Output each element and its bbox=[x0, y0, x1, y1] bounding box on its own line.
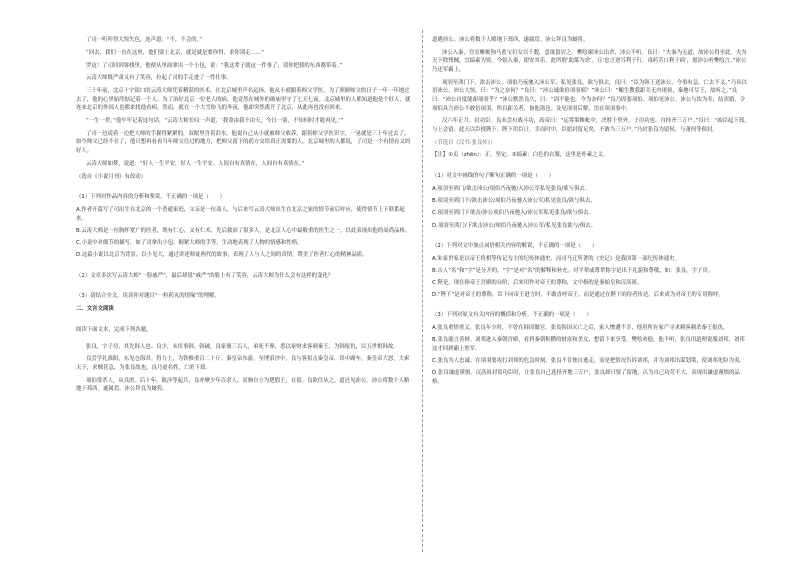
question-2-option-b: B.古人“名”和“字”是分开的，“字”是对“名”的解释和补充。对平辈或尊辈称字是出于礼貌和尊敬，如：张良，字子房。 bbox=[432, 267, 714, 274]
section-heading: 二、文言文阅读 bbox=[76, 306, 114, 313]
classical-text-paragraph: 沛公入秦，宫室帷帐狗马重宝妇女以千数，意欲留居之。樊哙谏沛公出舍，沛公不听。良曰：“夫秦为无道，故沛公得至此。夫为天下除残贼，宜缟素为资。今始入秦，即安其乐，此所谓‘助桀为虐’。且‘忠言逆耳利于行，毒药苦口利于病’，愿沛公听樊哙言。”沛公乃还军霸上。 bbox=[432, 49, 747, 73]
left-column bbox=[76, 36, 414, 552]
story-paragraph: “一生一世。”他牢牢记着这句话，“云涛大师长叹一声道，‘我命由我不由天，今日一别，不知何时才能再见。’” bbox=[86, 118, 344, 125]
question-3-option-b: B.张良能言善辩。刘邦进入秦朝宫殿，看到秦朝积攒的财富和美女，想留下来享受，樊哙劝他，他不听，张良用道理说服刘邦，刘邦这才回到霸上驻军。 bbox=[432, 337, 745, 352]
question-1: （1）对文中画线的句子断句正确的一项是（ ） bbox=[432, 173, 555, 180]
story-paragraph: 云涛大师既严肃又有了笑容，拉起了司的手走进了一件往事。 bbox=[86, 75, 232, 82]
annotation-note: 【注】①贞（zhēn）：正，坚定。②缟素：白色的衣服，这里是朴素之义。 bbox=[432, 152, 609, 159]
question-3-option-d: D.张良谦虚谨慎。汉高祖封赏功臣时，让张良自己选择齐地三万户，张良却只要了留地，认为自己功劳不大，表现出谦虚谨慎的品格。 bbox=[432, 370, 740, 385]
story-paragraph: 了司一听吓得大惊失色，连声道：“不，不会的。” bbox=[86, 37, 203, 43]
story-source: （选自《小说月刊》有改动） bbox=[76, 173, 147, 180]
section-intro: 阅读下面文本，完成下列各题。 bbox=[76, 326, 152, 333]
question-3-option-a: A.张良重情重义。张良年少时，不曾在韩国做官，张良韩国灭亡之后，家人惨遭不幸，他用所有家产寻求刺客刺杀秦王报仇。 bbox=[432, 325, 729, 332]
question-2: （2）下列对文中加点词语相关内容的解说，不正确的一项是（ ） bbox=[432, 242, 598, 249]
classical-text-paragraph: 良尝学礼淮阳，东见仓海君。得力士，为铁椎重百二十斤。秦皇帝东游，至博浪沙中，良与客狙击秦皇帝，误中副车。秦皇帝大怒，大索天下，求贼甚急，为张良故也。良乃更名姓，亡匿下邳。 bbox=[76, 356, 410, 372]
classical-text-paragraph: 张良，字子房，其先韩人也。良少，未宦事韩。韩破，良家僮三百人，弟死不葬，悉以家财求客刺秦王，为韩报仇，以五世相韩故。 bbox=[86, 343, 399, 350]
text-source: （节选自《汉书·张良传》） bbox=[432, 139, 496, 146]
question-1-option-c: C.项羽至鸿门下欲击/沛公项伯乃夜驰入/沛公军私见张良/欲与俱去。 bbox=[432, 210, 594, 217]
question-1-option-c: C.小说中对细节的描写，如了司拿出小包、握紧大师的手等，生动地表现了人物的情感和性格。 bbox=[76, 240, 303, 247]
classical-text-paragraph: 道遇沛公。沛公将数千人略地下邳西，遂属焉。沛公拜良为厩将。 bbox=[432, 37, 589, 43]
question-1-option-d: D.项羽至鸿门/下欲击沛公/项伯乃夜驰入沛公军/私见张良欲与/俱去。 bbox=[432, 222, 597, 229]
question-2-option-c: C.陛是，现在指帝王宫殿的台阶，后来用作对帝王的尊称，文中指的是秦始皇和汉高祖。 bbox=[432, 279, 643, 286]
question-3-option-c: C.张良为人忠诚。在项羽要攻打刘邦的危急时刻，张良不肯独自逃走，而是把情况告诉刘邦，并为刘邦出谋划策，使刘邦化险为夷。 bbox=[432, 358, 745, 365]
question-1-option-a: A.作者开篇写了司出生在北京的一个普通家庭，父亲是一位商人，与后来写云涛大师出生在北京之家的情节前后呼应，使得情节上下联系起来。 bbox=[76, 207, 405, 222]
question-1-option-a: A.项羽至鸿门/欲击沛公/项伯乃夜驰/入沛公军私见张良/欲与俱去。 bbox=[432, 186, 591, 193]
question-2: （2）文章多次写云涛大师“一脸戚严”，最后却说“戚严”的脸上有了笑容，云涛大师为什么会有这样的变化？ bbox=[76, 272, 334, 279]
question-1-option-b: B.项羽至鸿门下/欲击沛公/项伯乃夜驰入沛公军/私见张良/欲与俱去。 bbox=[432, 198, 596, 205]
question-3: （3）请结合全文，谈谈你对题目“一粒药丸的情缘”的理解。 bbox=[76, 293, 220, 300]
question-3: （3）下列对原文有关内容的概括和分析，不正确的一项是（ ） bbox=[432, 312, 592, 319]
classical-text-paragraph: 项羽至鸿门下，欲击沛公，项伯乃夜驰入沛公军，私见张良，欲与俱去。良曰：“臣为韩王送沛公，今事有急，亡去不义。”乃具以语沛公。沛公大惊，曰：“为之奈何？”良曰：“沛公诚欲倍项羽邪？”沛公曰：“鲰生教我距关无内诸侯，秦地可尽王，故听之。”良曰：“沛公自度能却项羽乎？”沛公默然良久，曰：“固不能也。今为奈何？”良乃固要项伯。项伯见沛公。沛公与饮为寿，结宾婚。令项伯具言沛公不敢倍项羽，所以距关者，备他盗也。及见项羽后解，语在项羽事中。 bbox=[432, 79, 747, 112]
question-1: （1）下列对作品内容的分析和鉴赏，不正确的一项是（ ） bbox=[76, 194, 225, 201]
story-paragraph: “回去，我们一直在这里，他们要上北京，就是就是要你得，求你别走……” bbox=[86, 49, 265, 56]
column-divider bbox=[422, 30, 423, 552]
question-2-option-d: D.“陛下”是对帝王的尊称，臣下向帝王进言时，不敢直呼帝王，而是通过在陛下的侍者传达，后来成为对帝王的专用称呼。 bbox=[432, 292, 724, 299]
question-1-option-b: B.云涛大师是一位胸怀宽广的医者，既有仁心，又有仁术，先后救治了很多人，是北京人心中最敬重的医生之一，以此表现出他的高尚品格。 bbox=[76, 227, 411, 234]
question-2-option-a: A.朱家世家是以帝王将相等传记为主的纪传体通史，而司马迁所著的《史记》是我国第一部纪传体通史。 bbox=[432, 255, 680, 262]
story-paragraph: 了司一边说着一边把大师的手握得紧紧的，双眼里含着泪水。他说自己从小就被师父收养，跟着师父学医识字，一晃就是三十年过去了。如今师父已经不在了，他只想再看看当年师父住过的地方，把师父留下的药方交给真正需要的人。北京城里的人都说，了司是一个有情有义的好人。 bbox=[76, 130, 411, 155]
right-column bbox=[432, 36, 750, 552]
classical-text-paragraph: 汉六年正月，封功臣。良未尝有战斗功，高帝曰：“运筹策帷帐中，决胜千里外，子房功也。自择齐三万户。”良曰：“始臣起下邳，与上会留，此天以臣授陛下。陛下用臣计，幸而时中，臣愿封留足矣，不敢当三万户。”乃封张良为留侯，与萧何等俱封。 bbox=[432, 118, 750, 133]
story-paragraph: 云涛大师如梦，说道：“好人一生平安，好人一生平安。人间自有真情在，人间自有真情在。” bbox=[86, 160, 305, 167]
story-paragraph: 三十年前，北京十字街口的云涛大师凭着精湛的医术，在北京城里声名远扬。他从小就跟着师父学医，为了照顾师父的日子一年一年地过去了，他的心里始终惦记着一个人。为了治好北京一位老人的病，他竟然在城外的破庙里守了七天七夜。北京城里的人都知道他是个好人，就连来北京的外国人也都来找他看病。然而，就在一个大雪纷飞的冬夜，他却突然离开了北京，从此再也没有回来。 bbox=[76, 88, 411, 112]
question-1-option-d: D.这篇小说以北京为背景，以小见大，通过讲述师徒两代的故事，表现了人与人之间的真情，赞美了医者仁心的精神品质。 bbox=[76, 252, 368, 259]
classical-text-paragraph: 项伯常杀人，从良匿。后十年，陈涉等起兵，良亦聚少年百余人。景驹自立为楚假王，在留。良欲往从之，道还见沛公。沛公将数千人略地下邳西，遂属焉。沛公拜良为厩将。 bbox=[76, 377, 410, 393]
story-paragraph: 罗这！了司回到客栈里，他便从里面拿出一个小包，说：“我这辈子就这一件事了，请你把我的东西都带着。” bbox=[86, 62, 343, 69]
